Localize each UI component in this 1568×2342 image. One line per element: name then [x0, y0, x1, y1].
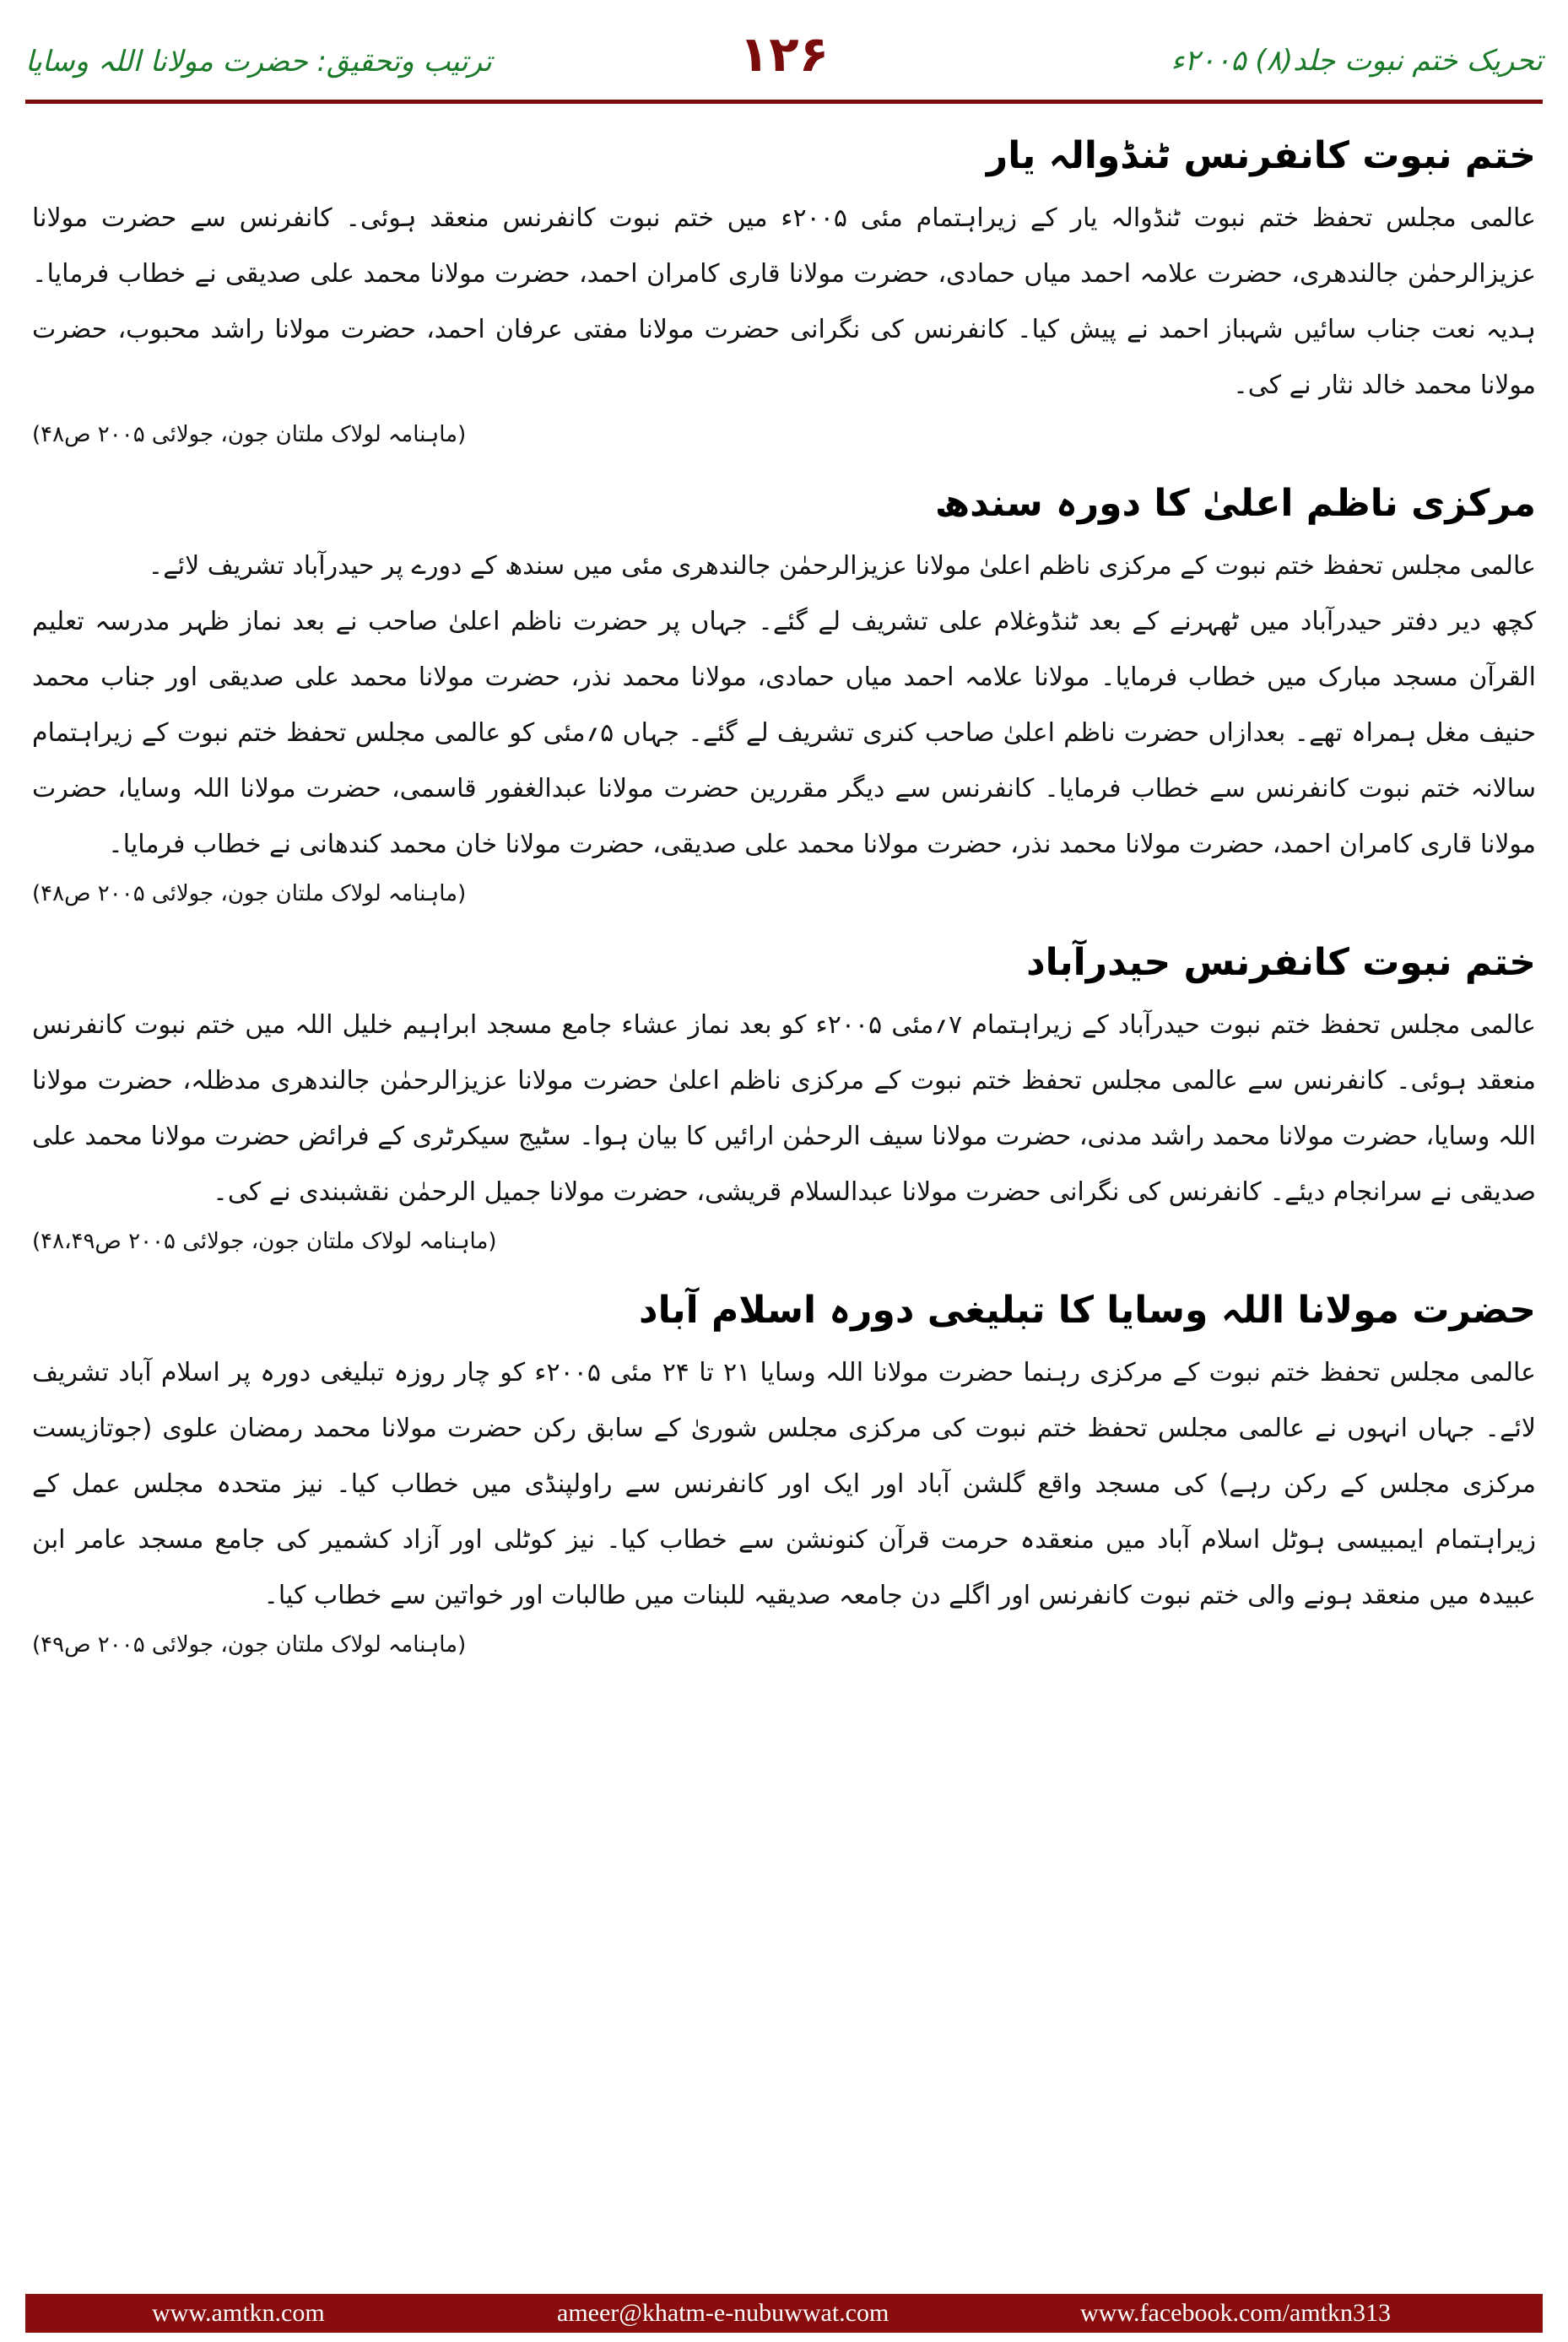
page-header	[25, 19, 1543, 95]
header-divider	[25, 100, 1543, 104]
section-heading: ختم نبوت کانفرنس حیدرآباد	[1026, 941, 1536, 984]
header-compiler: ترتیب وتحقیق: حضرت مولانا اللہ وسایا	[25, 45, 492, 78]
section-paragraph: عالمی مجلس تحفظ ختم نبوت ٹنڈوالہ یار کے زیراہتمام مئی ۲۰۰۵ء میں ختم نبوت کانفرنس منعقد ہوئی۔ کانفرنس سے حضرت مولانا عزیزالرحمٰن جالندھری، حضرت علامہ احمد میاں حمادی، حضرت مولانا قاری کامران احمد، حضرت مولانا محمد علی صدیقی نے خطاب فرمایا۔ ہدیہ نعت جناب سائیں شہباز احمد نے پیش کیا۔ کانفرنس کی نگرانی حضرت مولانا مفتی عرفان احمد، حضرت مولانا راشد محبوب، حضرت مولانا محمد خالد نثار نے کی۔	[32, 203, 1536, 400]
source-citation: (ماہنامہ لولاک ملتان جون، جولائی ۲۰۰۵ ص۴۹)	[32, 1632, 467, 1658]
section-paragraph: عالمی مجلس تحفظ ختم نبوت کے مرکزی ناظم اعلیٰ مولانا عزیزالرحمٰن جالندھری مئی میں سندھ کے دورے پر حیدرآباد تشریف لائے۔	[148, 551, 1536, 581]
footer-facebook-link[interactable]: www.facebook.com/amtkn313	[1080, 2299, 1391, 2327]
section-heading: مرکزی ناظم اعلیٰ کا دورہ سندھ	[934, 482, 1536, 525]
section-heading: ختم نبوت کانفرنس ٹنڈوالہ یار	[986, 134, 1536, 177]
article-body	[32, 127, 1536, 1685]
section-sindh-tour	[32, 474, 1536, 915]
footer-website-link[interactable]: www.amtkn.com	[152, 2299, 325, 2327]
section-paragraph: عالمی مجلس تحفظ ختم نبوت حیدرآباد کے زیراہتمام ۷؍مئی ۲۰۰۵ء کو بعد نماز عشاء جامع مسجد ابراہیم خلیل اللہ میں ختم نبوت کانفرنس منعقد ہوئی۔ کانفرنس سے عالمی مجلس تحفظ ختم نبوت کے مرکزی ناظم اعلیٰ حضرت مولانا عزیزالرحمٰن جالندھری مدظلہ، حضرت مولانا اللہ وسایا، حضرت مولانا محمد راشد مدنی، حضرت مولانا سیف الرحمٰن ارائیں کا بیان ہوا۔ سٹیج سیکرٹری کے فرائض حضرت مولانا محمد علی صدیقی نے سرانجام دیئے۔ کانفرنس کی نگرانی حضرت مولانا عبدالسلام قریشی، حضرت مولانا جمیل الرحمٰن نقشبندی نے کی۔	[32, 1010, 1536, 1207]
section-islamabad	[32, 1281, 1536, 1666]
source-citation: (ماہنامہ لولاک ملتان جون، جولائی ۲۰۰۵ ص۴۸)	[32, 881, 467, 906]
section-hyderabad	[32, 933, 1536, 1263]
page-footer	[25, 2294, 1543, 2333]
page-number: ۱۲۶	[738, 25, 830, 83]
footer-email-link[interactable]: ameer@khatm-e-nubuwwat.com	[557, 2299, 889, 2327]
section-heading: حضرت مولانا اللہ وسایا کا تبلیغی دورہ اسلام آباد	[639, 1289, 1536, 1332]
section-paragraph: عالمی مجلس تحفظ ختم نبوت کے مرکزی رہنما حضرت مولانا اللہ وسایا ۲۱ تا ۲۴ مئی ۲۰۰۵ء کو چار روزہ تبلیغی دورہ پر اسلام آباد تشریف لائے۔ جہاں انہوں نے عالمی مجلس تحفظ ختم نبوت کی مرکزی مجلس شوریٰ کے سابق رکن حضرت مولانا محمد رمضان علوی (جوتازیست مرکزی مجلس کے رکن رہے) کی مسجد واقع گلشن آباد اور ایک اور کانفرنس سے راولپنڈی میں خطاب کیا۔ نیز متحدہ مجلس عمل کے زیراہتمام ایمبیسی ہوٹل اسلام آباد میں منعقدہ حرمت قرآن کنونشن سے خطاب کیا۔ نیز کوٹلی اور آزاد کشمیر کی جامع مسجد عامر ابن عبیدہ میں منعقد ہونے والی ختم نبوت کانفرنس اور اگلے دن جامعہ صدیقیہ للبنات میں طالبات اور خواتین سے خطاب کیا۔	[32, 1358, 1536, 1610]
source-citation: (ماہنامہ لولاک ملتان جون، جولائی ۲۰۰۵ ص۴۸،۴۹)	[32, 1229, 497, 1254]
source-citation: (ماہنامہ لولاک ملتان جون، جولائی ۲۰۰۵ ص۴۸)	[32, 422, 467, 447]
header-book-title: تحریک ختم نبوت جلد(۸) ۲۰۰۵ء	[1171, 44, 1543, 78]
section-paragraph: کچھ دیر دفتر حیدرآباد میں ٹھہرنے کے بعد ٹنڈوغلام علی تشریف لے گئے۔ جہاں پر حضرت ناظم اعلیٰ صاحب نے بعد نماز ظہر مدرسہ تعلیم القرآن مسجد مبارک میں خطاب فرمایا۔ مولانا علامہ احمد میاں حمادی، مولانا محمد نذر، حضرت مولانا محمد علی صدیقی اور جناب محمد حنیف مغل ہمراہ تھے۔ بعدازاں حضرت ناظم اعلیٰ صاحب کنری تشریف لے گئے۔ جہاں ۵؍مئی کو عالمی مجلس تحفظ ختم نبوت کے زیراہتمام سالانہ ختم نبوت کانفرنس سے خطاب فرمایا۔ کانفرنس سے دیگر مقررین حضرت مولانا عبدالغفور قاسمی، حضرت مولانا اللہ وسایا، حضرت مولانا قاری کامران احمد، حضرت مولانا محمد نذر، حضرت مولانا محمد علی صدیقی، حضرت مولانا خان محمد کندھانی نے خطاب فرمایا۔	[32, 607, 1537, 859]
section-tando-allahyar	[32, 127, 1536, 456]
